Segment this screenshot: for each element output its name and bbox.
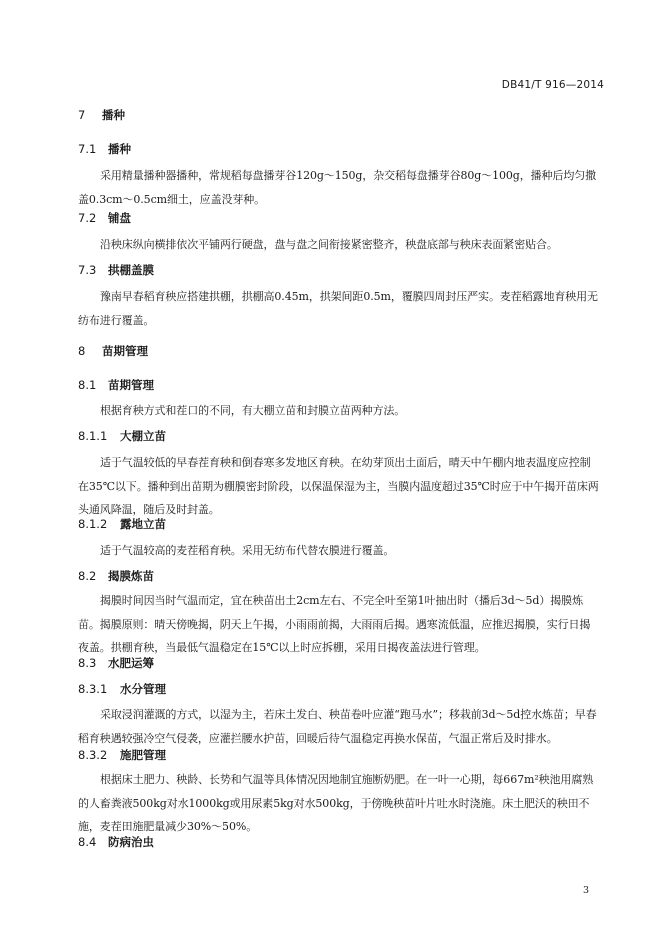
heading-8-1-1 <box>78 428 166 444</box>
heading-number: 8.1.2 <box>78 517 108 531</box>
heading-number: 7.3 <box>78 263 97 277</box>
heading-number: 8.1 <box>78 378 97 392</box>
heading-7-1 <box>78 141 131 157</box>
heading-8-3 <box>78 655 154 671</box>
heading-title: 苗期管理 <box>108 378 154 392</box>
heading-8-3-2 <box>78 747 166 763</box>
heading-title: 播种 <box>108 142 131 156</box>
heading-number: 8.3 <box>78 656 97 670</box>
heading-title: 铺盘 <box>108 211 131 225</box>
paragraph-7-2: 沿秧床纵向横排依次平铺两行硬盘，盘与盘之间衔接紧密整齐，秧盘底部与秧床表面紧密贴合。 <box>100 238 558 251</box>
heading-title: 施肥管理 <box>120 748 166 762</box>
heading-title: 苗期管理 <box>102 344 148 358</box>
heading-number: 8 <box>78 344 86 358</box>
heading-title: 播种 <box>102 108 125 122</box>
heading-7-3 <box>78 262 154 278</box>
paragraph-8-2: 揭膜时间因当时气温而定，宜在秧苗出土2cm左右、不完全叶至第1叶抽出时（播后3d～5d）揭膜炼苗。揭膜原则：晴天傍晚揭，阴天上午揭，小雨雨前揭，大雨雨后揭。遇寒流低温，应推迟揭膜，实行日揭夜盖。拱棚育秧，当最低气温稳定在15℃以上时应拆棚，采用日揭夜盖法进行管理。 <box>78 594 591 654</box>
heading-title: 水分管理 <box>120 682 166 696</box>
heading-8-1 <box>78 377 154 393</box>
heading-title: 揭膜炼苗 <box>108 569 154 583</box>
paragraph-8-3-2: 根据床土肥力、秧龄、长势和气温等具体情况因地制宜施断奶肥。在一叶一心期，每667m²秧池用腐熟的人畜粪液500kg对水1000kg或用尿素5kg对水500kg，于傍晚秧苗叶片吐水时浇施。床土肥沃的秧田不施，麦茬田施肥量减少30%～50%。 <box>78 773 594 833</box>
heading-7 <box>78 107 125 123</box>
paragraph-8-3-1: 采取浸润灌溉的方式，以湿为主，若床土发白、秧苗卷叶应灌“跑马水”；移栽前3d～5d控水炼苗；早春稻育秧遇较强冷空气侵袭，应灌拦腰水护苗，回暖后待气温稳定再换水保苗，气温正常后及时排水。 <box>78 708 597 745</box>
page-number: 3 <box>582 885 589 896</box>
paragraph-8-1-2: 适于气温较高的麦茬稻育秧。采用无纺布代替农膜进行覆盖。 <box>100 544 395 557</box>
heading-number: 7.1 <box>78 142 97 156</box>
heading-title: 水肥运筹 <box>108 656 154 670</box>
paragraph-7-1: 采用精量播种器播种，常规稻每盘播芽谷120g～150g，杂交稻每盘播芽谷80g～100g，播种后均匀撒盖0.3cm～0.5cm细土，应盖没芽种。 <box>78 169 597 206</box>
heading-title: 拱棚盖膜 <box>108 263 154 277</box>
heading-8 <box>78 343 148 359</box>
heading-number: 8.3.1 <box>78 682 108 696</box>
heading-8-4 <box>78 834 154 850</box>
heading-title: 大棚立苗 <box>120 429 166 443</box>
heading-number: 8.2 <box>78 569 97 583</box>
paragraph-8-1-1: 适于气温较低的早春茬育秧和倒春寒多发地区育秧。在幼芽顶出土面后，晴天中午棚内地表温度应控制在35℃以下。播种到出苗期为棚膜密封阶段，以保温保湿为主，当膜内温度超过35℃时应于中午揭开苗床两头通风降温，随后及时封盖。 <box>78 456 599 516</box>
heading-number: 8.3.2 <box>78 748 108 762</box>
heading-title: 露地立苗 <box>120 517 166 531</box>
heading-number: 7 <box>78 108 86 122</box>
heading-8-1-2 <box>78 516 166 532</box>
document-code: DB41/T 916—2014 <box>501 79 604 91</box>
paragraph-8-1: 根据育秧方式和茬口的不同，有大棚立苗和封膜立苗两种方法。 <box>100 404 406 417</box>
heading-8-3-1 <box>78 681 166 697</box>
heading-number: 8.1.1 <box>78 429 108 443</box>
heading-7-2 <box>78 210 131 226</box>
heading-number: 8.4 <box>78 835 97 849</box>
heading-number: 7.2 <box>78 211 97 225</box>
heading-8-2 <box>78 568 154 584</box>
heading-title: 防病治虫 <box>108 835 154 849</box>
paragraph-7-3: 豫南早春稻育秧应搭建拱棚，拱棚高0.45m，拱架间距0.5m，覆膜四周封压严实。麦茬稻露地育秧用无纺布进行覆盖。 <box>78 290 598 327</box>
